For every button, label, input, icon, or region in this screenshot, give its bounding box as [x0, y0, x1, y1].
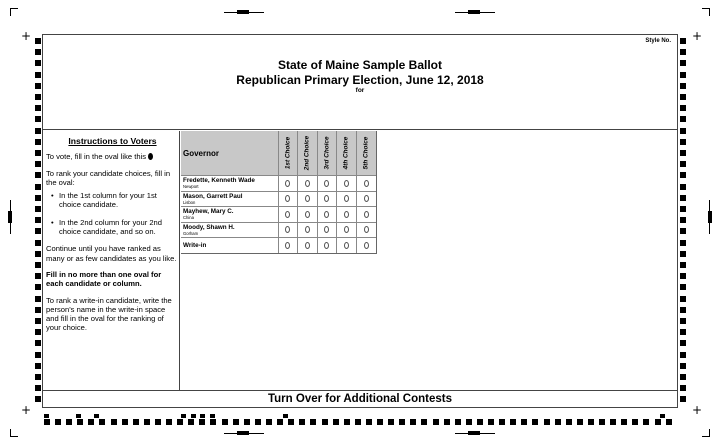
timing-mark — [35, 83, 41, 89]
choice-column-header — [298, 131, 318, 175]
instructions-rank-text: To rank your candidate choices, fill in the oval: — [46, 168, 171, 187]
timing-mark — [44, 419, 50, 425]
timing-mark — [310, 419, 316, 425]
timing-mark — [76, 414, 81, 418]
timing-mark — [680, 150, 686, 156]
timing-mark — [35, 172, 41, 178]
timing-mark — [680, 184, 686, 190]
timing-mark — [35, 161, 41, 167]
corner-mark — [10, 429, 11, 437]
timing-mark — [66, 419, 72, 425]
timing-mark — [680, 105, 686, 111]
timing-mark — [94, 414, 99, 418]
timing-mark — [283, 414, 288, 418]
timing-mark — [680, 206, 686, 212]
timing-mark — [680, 318, 686, 324]
instructions-continue-text: Continue until you have ranked as many or as few candidates as you like. — [46, 244, 177, 263]
timing-mark — [680, 116, 686, 122]
ballot-title: State of Maine Sample Ballot — [277, 58, 443, 72]
timing-mark — [177, 419, 183, 425]
timing-mark — [35, 273, 41, 279]
ballot-for-label: for — [355, 87, 365, 94]
instructions-panel — [43, 131, 180, 391]
timing-mark — [35, 206, 41, 212]
candidate-cell — [181, 223, 279, 238]
timing-mark — [35, 284, 41, 290]
timing-mark — [388, 419, 394, 425]
timing-mark — [35, 38, 41, 44]
timing-mark — [510, 419, 516, 425]
timing-mark — [680, 363, 686, 369]
timing-mark — [444, 419, 450, 425]
timing-mark — [35, 195, 41, 201]
rank-oval[interactable] — [305, 211, 310, 218]
timing-mark — [366, 419, 372, 425]
timing-mark — [133, 419, 139, 425]
registration-cross-icon: + — [21, 403, 32, 417]
alignment-mark — [708, 211, 712, 223]
instructions-writein-text: To rank a write-in candidate, write the person's name in the write-in space and fill in the oval for the ranking of your choice. — [46, 295, 172, 333]
timing-mark — [35, 128, 41, 134]
timing-mark — [643, 419, 649, 425]
rank-oval[interactable] — [344, 195, 349, 202]
timing-mark — [660, 414, 665, 418]
rank-oval[interactable] — [324, 180, 329, 187]
corner-mark — [10, 8, 18, 9]
alignment-mark — [237, 10, 249, 14]
timing-mark — [680, 396, 686, 402]
alignment-mark — [237, 431, 249, 435]
timing-mark — [333, 419, 339, 425]
rank-oval[interactable] — [305, 195, 310, 202]
timing-mark — [680, 94, 686, 100]
timing-mark — [288, 419, 294, 425]
candidate-name: Mason, Garrett Paul — [183, 192, 243, 200]
rank-oval[interactable] — [364, 242, 369, 249]
candidate-row — [181, 222, 376, 238]
timing-mark — [35, 94, 41, 100]
timing-mark — [35, 307, 41, 313]
candidate-cell — [181, 176, 279, 191]
timing-mark — [99, 419, 105, 425]
corner-mark — [709, 8, 710, 16]
candidate-cell — [181, 207, 279, 222]
write-in-label[interactable]: Write-in — [181, 238, 279, 253]
timing-mark — [410, 419, 416, 425]
timing-mark — [35, 352, 41, 358]
timing-mark — [188, 419, 194, 425]
timing-mark — [680, 139, 686, 145]
timing-mark — [610, 419, 616, 425]
timing-mark — [35, 116, 41, 122]
timing-mark — [35, 217, 41, 223]
timing-mark — [680, 83, 686, 89]
corner-mark — [10, 436, 18, 437]
corner-mark — [10, 8, 11, 16]
instructions-fill-label: To vote, fill in the oval like this — [46, 152, 147, 162]
timing-mark — [299, 419, 305, 425]
timing-mark — [35, 228, 41, 234]
choice-label: 1st Choice — [284, 136, 292, 170]
timing-mark — [680, 329, 686, 335]
corner-mark — [709, 429, 710, 437]
timing-mark — [680, 262, 686, 268]
timing-mark — [35, 262, 41, 268]
candidate-town: China — [183, 215, 194, 220]
timing-mark — [466, 419, 472, 425]
timing-mark — [35, 374, 41, 380]
timing-mark — [88, 419, 94, 425]
registration-cross-icon: + — [692, 29, 703, 43]
candidate-row — [181, 206, 376, 222]
contest-header-row — [181, 131, 376, 175]
timing-mark — [680, 49, 686, 55]
timing-mark — [680, 340, 686, 346]
timing-mark — [680, 374, 686, 380]
rank-oval[interactable] — [324, 211, 329, 218]
timing-mark — [588, 419, 594, 425]
timing-mark — [680, 240, 686, 246]
rank-oval[interactable] — [364, 180, 369, 187]
timing-mark — [210, 414, 215, 418]
ballot-frame — [42, 34, 678, 408]
instructions-heading: Instructions to Voters — [68, 136, 157, 146]
timing-mark — [488, 419, 494, 425]
timing-mark — [191, 414, 196, 418]
rank-oval[interactable] — [305, 242, 310, 249]
instructions-limit-text: Fill in no more than one oval for each candidate or column. — [46, 269, 162, 289]
ballot-header — [43, 35, 677, 130]
rank-oval[interactable] — [305, 180, 310, 187]
filled-oval-icon — [148, 153, 153, 160]
timing-mark — [680, 251, 686, 257]
timing-mark — [655, 419, 661, 425]
timing-mark — [521, 419, 527, 425]
timing-mark — [377, 419, 383, 425]
timing-mark — [233, 419, 239, 425]
candidate-cell — [181, 192, 279, 207]
timing-mark — [35, 385, 41, 391]
rank-oval[interactable] — [285, 211, 290, 218]
timing-mark — [680, 161, 686, 167]
timing-mark — [277, 419, 283, 425]
rank-oval[interactable] — [324, 195, 329, 202]
timing-mark — [77, 419, 83, 425]
timing-mark — [680, 385, 686, 391]
timing-mark — [632, 419, 638, 425]
registration-cross-icon: + — [21, 29, 32, 43]
timing-mark — [55, 419, 61, 425]
timing-mark — [199, 419, 205, 425]
timing-mark — [322, 419, 328, 425]
timing-mark — [399, 419, 405, 425]
candidate-town: Newport — [183, 184, 199, 189]
timing-mark — [680, 128, 686, 134]
rank-oval[interactable] — [344, 180, 349, 187]
timing-mark — [566, 419, 572, 425]
timing-mark — [455, 419, 461, 425]
rank-oval[interactable] — [364, 211, 369, 218]
timing-mark — [355, 419, 361, 425]
rank-oval[interactable] — [285, 180, 290, 187]
timing-mark — [666, 419, 672, 425]
rank-oval[interactable] — [364, 195, 369, 202]
timing-mark — [35, 72, 41, 78]
office-title: Governor — [181, 131, 279, 175]
timing-mark — [477, 419, 483, 425]
timing-mark — [35, 240, 41, 246]
registration-cross-icon: + — [692, 403, 703, 417]
candidate-name: Mayhew, Mary C. — [183, 208, 234, 215]
style-number-label: Style No. — [645, 38, 671, 44]
timing-mark — [200, 414, 205, 418]
choice-label: 4th Choice — [342, 136, 350, 170]
timing-mark — [499, 419, 505, 425]
rank-oval[interactable] — [344, 242, 349, 249]
timing-mark — [680, 38, 686, 44]
timing-mark — [680, 172, 686, 178]
timing-mark — [35, 105, 41, 111]
timing-mark — [680, 273, 686, 279]
timing-mark — [555, 419, 561, 425]
timing-mark — [680, 307, 686, 313]
instructions-bullet: • In the 1st column for your 1st choice candidate. — [46, 191, 179, 210]
timing-mark — [35, 139, 41, 145]
choice-label: 5th Choice — [362, 136, 370, 170]
timing-mark — [35, 329, 41, 335]
candidate-name: Fredette, Kenneth Wade — [183, 177, 255, 184]
rank-oval[interactable] — [364, 226, 369, 233]
choice-label: 3rd Choice — [323, 136, 331, 170]
rank-oval[interactable] — [324, 242, 329, 249]
write-in-row — [181, 237, 376, 253]
timing-mark — [599, 419, 605, 425]
timing-mark — [181, 414, 186, 418]
timing-mark — [344, 419, 350, 425]
timing-mark — [35, 49, 41, 55]
timing-mark — [35, 184, 41, 190]
timing-mark — [44, 414, 49, 418]
rank-oval[interactable] — [344, 211, 349, 218]
timing-mark — [35, 318, 41, 324]
timing-mark — [35, 396, 41, 402]
timing-mark — [35, 296, 41, 302]
timing-mark — [544, 419, 550, 425]
timing-mark — [577, 419, 583, 425]
timing-mark — [621, 419, 627, 425]
timing-mark — [532, 419, 538, 425]
timing-mark — [244, 419, 250, 425]
rank-oval[interactable] — [344, 226, 349, 233]
candidate-row — [181, 191, 376, 207]
candidate-town: Gorham — [183, 230, 199, 236]
timing-mark — [255, 419, 261, 425]
timing-mark — [680, 60, 686, 66]
rank-oval[interactable] — [305, 226, 310, 233]
instructions-fill-text — [46, 152, 179, 161]
timing-mark — [433, 419, 439, 425]
candidate-name: Moody, Shawn H. — [183, 223, 235, 231]
choice-column-header — [279, 131, 299, 175]
timing-mark — [266, 419, 272, 425]
timing-mark — [35, 340, 41, 346]
rank-oval[interactable] — [324, 226, 329, 233]
choice-column-header — [318, 131, 338, 175]
timing-mark — [35, 150, 41, 156]
timing-mark — [210, 419, 216, 425]
choice-label: 2nd Choice — [303, 135, 311, 171]
timing-mark — [155, 419, 161, 425]
election-title: Republican Primary Election, June 12, 2018 — [236, 73, 484, 87]
rank-oval[interactable] — [285, 226, 290, 233]
timing-mark — [680, 228, 686, 234]
timing-mark — [122, 419, 128, 425]
rank-oval[interactable] — [285, 242, 290, 249]
timing-mark — [680, 352, 686, 358]
timing-mark — [680, 217, 686, 223]
timing-mark — [680, 296, 686, 302]
timing-mark — [144, 419, 150, 425]
candidate-town: Lisbon — [183, 199, 196, 205]
choice-column-header — [357, 131, 377, 175]
timing-mark — [35, 251, 41, 257]
timing-mark — [680, 195, 686, 201]
timing-mark — [35, 363, 41, 369]
timing-mark — [680, 284, 686, 290]
governor-contest — [181, 131, 377, 254]
timing-mark — [222, 419, 228, 425]
alignment-mark — [468, 431, 480, 435]
alignment-mark — [8, 211, 12, 223]
timing-mark — [111, 419, 117, 425]
alignment-mark — [468, 10, 480, 14]
rank-oval[interactable] — [285, 195, 290, 202]
instructions-bullet: • In the 2nd column for your 2nd choice candidate, and so on. — [46, 218, 179, 237]
turn-over-footer: Turn Over for Additional Contests — [43, 390, 677, 407]
instructions-bullets — [46, 191, 179, 236]
timing-mark — [35, 60, 41, 66]
candidate-row — [181, 175, 376, 191]
choice-column-header — [337, 131, 357, 175]
timing-mark — [421, 419, 427, 425]
timing-mark — [680, 72, 686, 78]
timing-mark — [166, 419, 172, 425]
